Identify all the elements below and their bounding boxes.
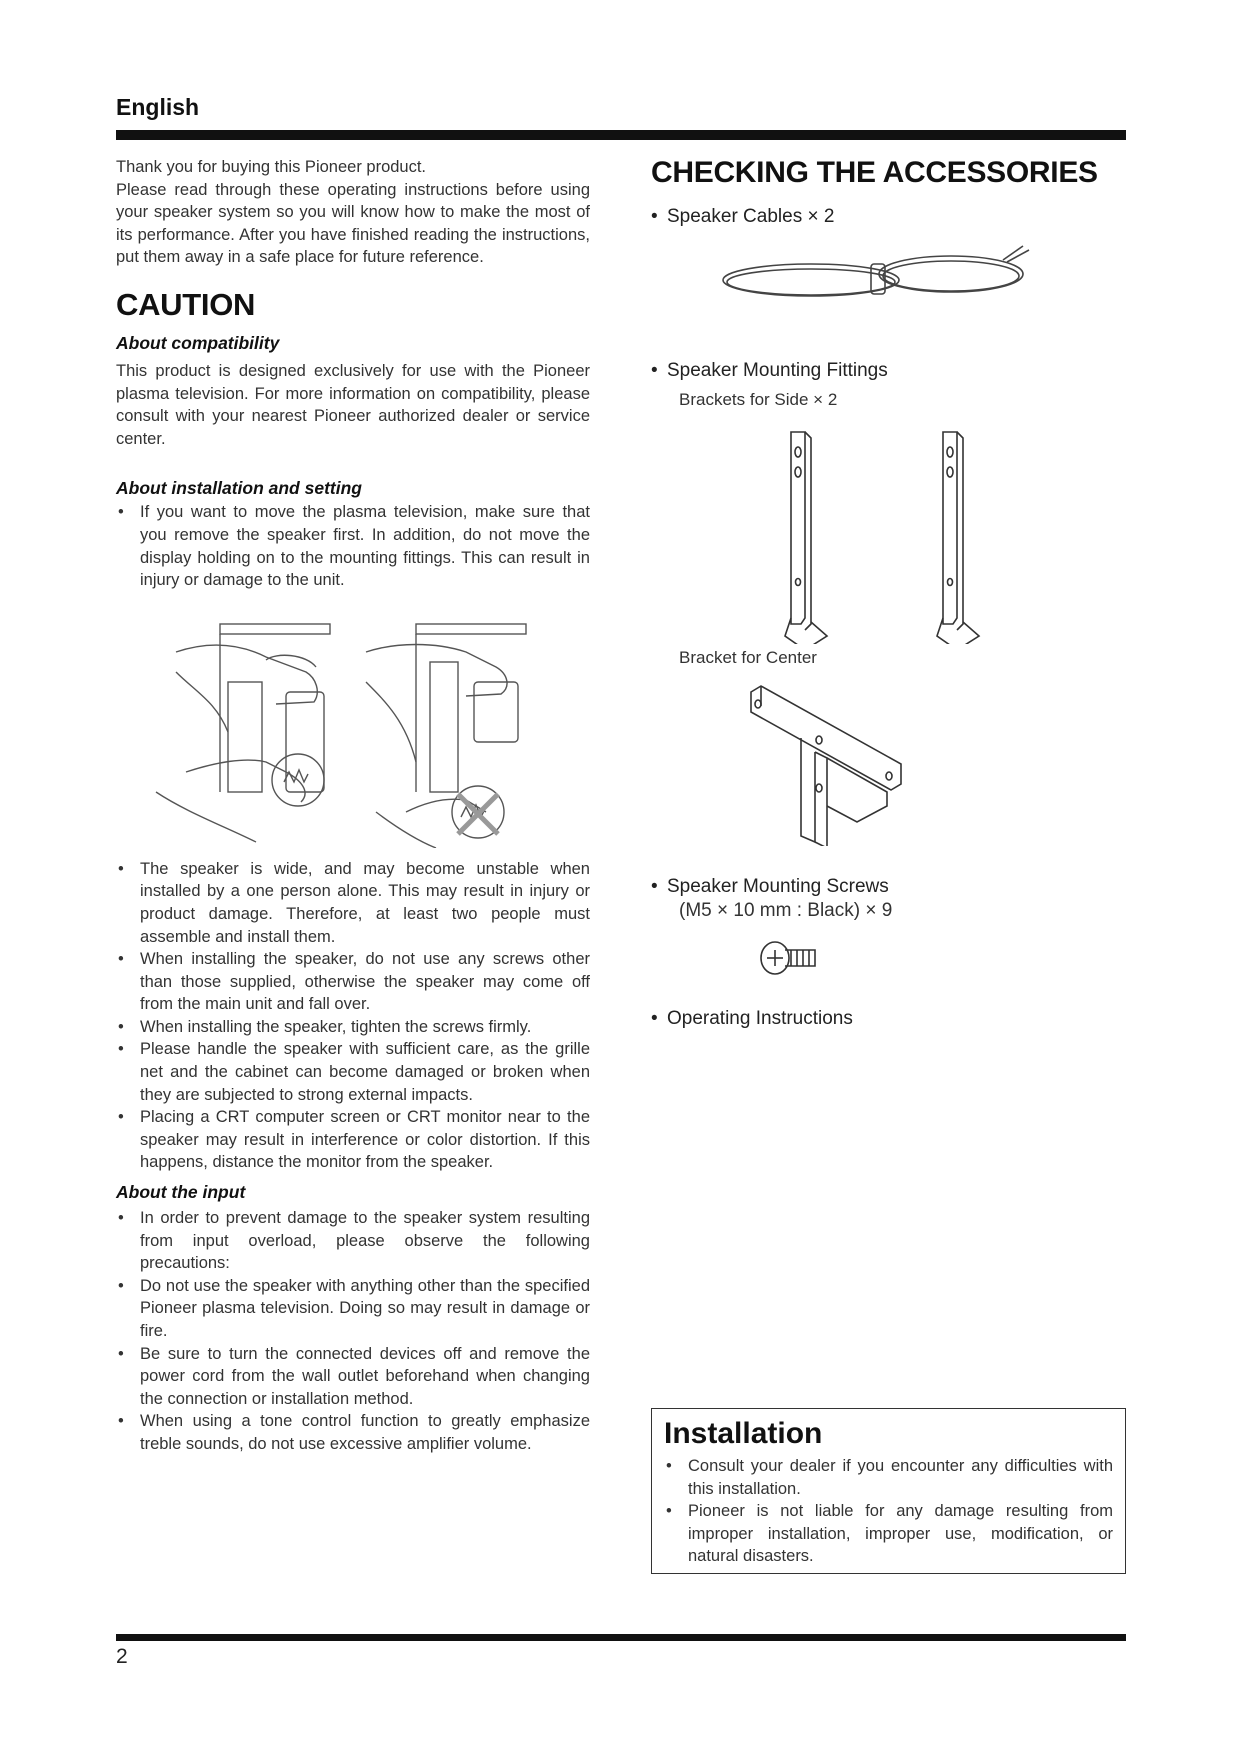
installation-box	[651, 1408, 1126, 1574]
list-item: • The speaker is wide, and may become unstable when installed by a one person alone. This may result in injury or product damage. Therefore, at least two people must assemble and install them.	[116, 858, 590, 948]
installation-first-list	[116, 501, 590, 591]
input-bullet-list	[116, 1207, 590, 1456]
mounting-fittings-item: • Speaker Mounting Fittings	[651, 360, 1126, 382]
compatibility-text: This product is designed exclusively for use with the Pioneer plasma television. For more information on compatibility, please consult with your nearest Pioneer authorized dealer or service center.	[116, 361, 590, 448]
installation-title: Installation	[664, 1417, 823, 1450]
list-item: • When installing the speaker, tighten the screws firmly.	[116, 1016, 590, 1039]
right-column	[651, 156, 1126, 1030]
installation-notes-list	[664, 1455, 1113, 1568]
operating-instructions-item: • Operating Instructions	[651, 1008, 1126, 1030]
list-item: • Do not use the speaker with anything other than the specified Pioneer plasma television. Doing so may result in damage or fire.	[116, 1275, 590, 1343]
list-item: • If you want to move the plasma television, make sure that you remove the speaker first. In addition, do not move the display holding on to the mounting fittings. This can result in injury or damage to the unit.	[116, 501, 590, 591]
list-item: • Consult your dealer if you encounter any difficulties with this installation.	[664, 1455, 1113, 1500]
list-item: • Pioneer is not liable for any damage resulting from improper installation, improper use, modification, or natural disasters.	[664, 1500, 1113, 1568]
side-brackets-drawing	[651, 414, 1126, 644]
top-rule	[116, 130, 1126, 140]
intro-text: Please read through these operating instructions before using your speaker system so you will know how to make the most of its performance. After you have finished reading the instructions, put them away in a safe place for future reference.	[116, 180, 590, 267]
language-heading: English	[116, 94, 200, 120]
cables-item: • Speaker Cables × 2	[651, 206, 1126, 228]
bracket-center-label: Bracket for Center	[679, 648, 817, 667]
list-item: • Placing a CRT computer screen or CRT monitor near to the speaker may result in interference or color distortion. If this happens, distance the monitor from the speaker.	[116, 1106, 590, 1174]
handling-drawing	[116, 612, 590, 848]
accessories-title: CHECKING THE ACCESSORIES	[651, 156, 1098, 189]
list-item: • Be sure to turn the connected devices off and remove the power cord from the wall outlet beforehand when changing the connection or installation method.	[116, 1343, 590, 1411]
screws-spec: (M5 × 10 mm : Black) × 9	[679, 900, 893, 921]
center-bracket-drawing	[651, 676, 1126, 846]
mounting-screws-item: • Speaker Mounting Screws	[651, 876, 1126, 898]
handling-illustration	[116, 612, 590, 848]
left-column	[116, 156, 590, 1456]
list-item: • In order to prevent damage to the speaker system resulting from input overload, please observe the following precautions:	[116, 1207, 590, 1275]
list-item: • Please handle the speaker with sufficient care, as the grille net and the cabinet can become damaged or broken when they are subjected to strong external impacts.	[116, 1038, 590, 1106]
list-item: • When installing the speaker, do not use any screws other than those supplied, otherwise the speaker may come off from the main unit and fall over.	[116, 948, 590, 1016]
screw-drawing	[651, 928, 1126, 988]
intro-thanks: Thank you for buying this Pioneer product.	[116, 158, 427, 176]
input-heading: About the input	[116, 1182, 246, 1203]
speaker-cables-drawing	[651, 240, 1126, 320]
page-number: 2	[116, 1645, 128, 1668]
installation-bullet-list	[116, 858, 590, 1174]
bottom-rule	[116, 1634, 1126, 1641]
brackets-side-label: Brackets for Side × 2	[679, 390, 838, 409]
installation-setting-heading: About installation and setting	[116, 478, 362, 499]
compatibility-heading: About compatibility	[116, 332, 280, 353]
caution-title: CAUTION	[116, 286, 256, 322]
list-item: • When using a tone control function to greatly emphasize treble sounds, do not use excessive amplifier volume.	[116, 1410, 590, 1455]
